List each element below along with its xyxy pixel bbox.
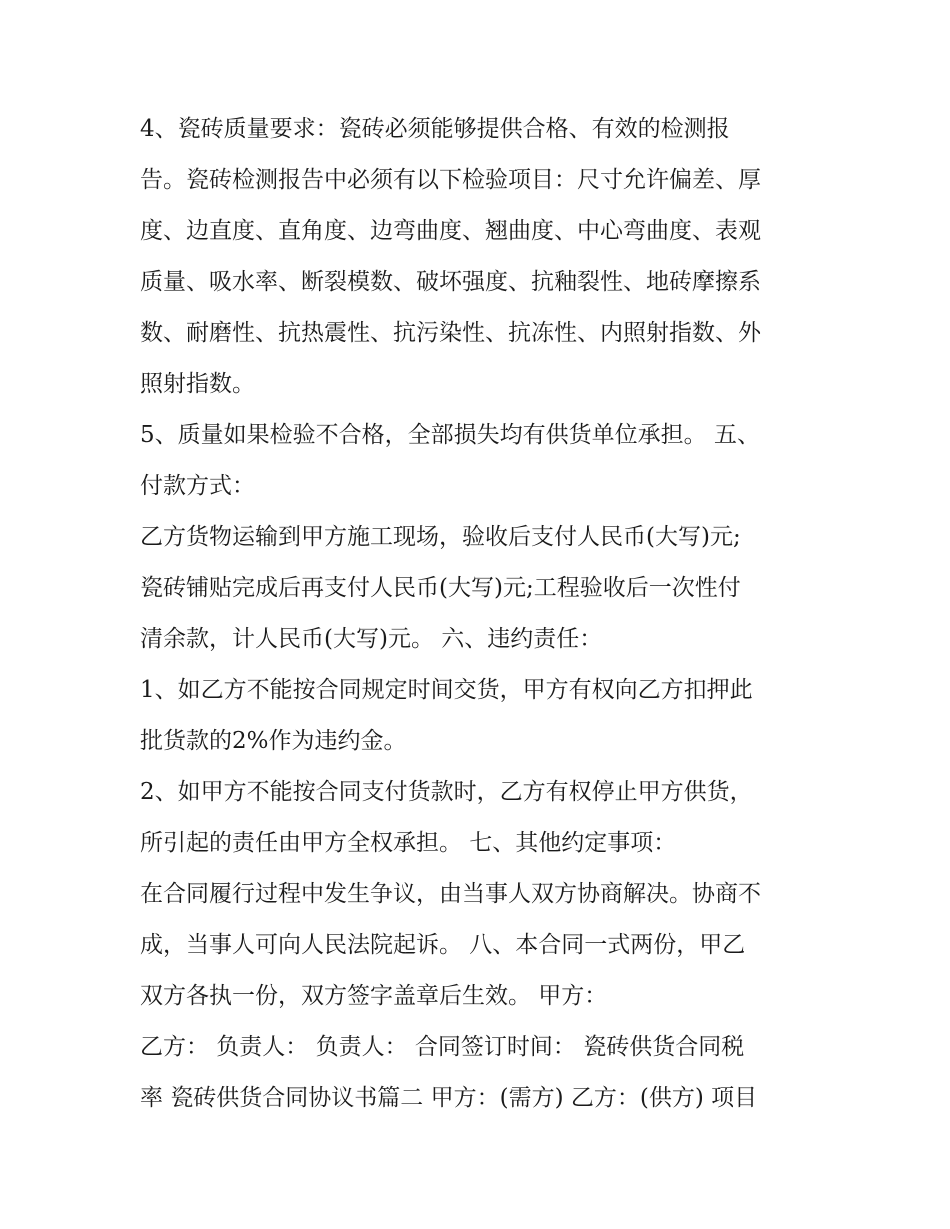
text-line: 乙方货物运输到甲方施工现场，验收后支付人民币(大写)元; [140, 524, 741, 550]
text-line: 双方各执一份，双方签字盖章后生效。 甲方： [140, 983, 608, 1009]
text-line: 瓷砖铺贴完成后再支付人民币(大写)元;工程验收后一次性付 [140, 575, 741, 601]
text-line: 告。瓷砖检测报告中必须有以下检验项目：尺寸允许偏差、厚 [140, 167, 761, 193]
text-line: 4、瓷砖质量要求：瓷砖必须能够提供合格、有效的检测报 [140, 116, 730, 142]
text-line: 付款方式： [140, 473, 255, 499]
text-line: 清余款，计人民币(大写)元。 六、违约责任： [140, 626, 603, 652]
text-line: 成，当事人可向人民法院起诉。 八、本合同一式两份，甲乙 [140, 932, 746, 958]
text-line: 1、如乙方不能按合同规定时间交货，甲方有权向乙方扣押此 [140, 677, 753, 703]
text-line: 5、质量如果检验不合格，全部损失均有供货单位承担。 五、 [140, 422, 760, 448]
text-line: 数、耐磨性、抗热震性、抗污染性、抗冻性、内照射指数、外 [140, 320, 761, 346]
text-line: 度、边直度、直角度、边弯曲度、翘曲度、中心弯曲度、表观 [140, 218, 761, 244]
text-line: 照射指数。 [140, 371, 255, 397]
text-line: 质量、吸水率、断裂模数、破坏强度、抗釉裂性、地砖摩擦系 [140, 269, 761, 295]
text-line: 所引起的责任由甲方全权承担。 七、其他约定事项： [140, 830, 677, 856]
text-line: 乙方： 负责人： 负责人： 合同签订时间： 瓷砖供货合同税 [140, 1034, 745, 1060]
document-body [140, 104, 830, 1124]
text-line: 批货款的2%作为违约金。 [140, 728, 407, 754]
text-line: 在合同履行过程中发生争议，由当事人双方协商解决。协商不 [140, 881, 761, 907]
text-line: 2、如甲方不能按合同支付货款时，乙方有权停止甲方供货， [140, 779, 753, 805]
text-line: 率 瓷砖供货合同协议书篇二 甲方：(需方) 乙方：(供方) 项目 [140, 1085, 758, 1111]
